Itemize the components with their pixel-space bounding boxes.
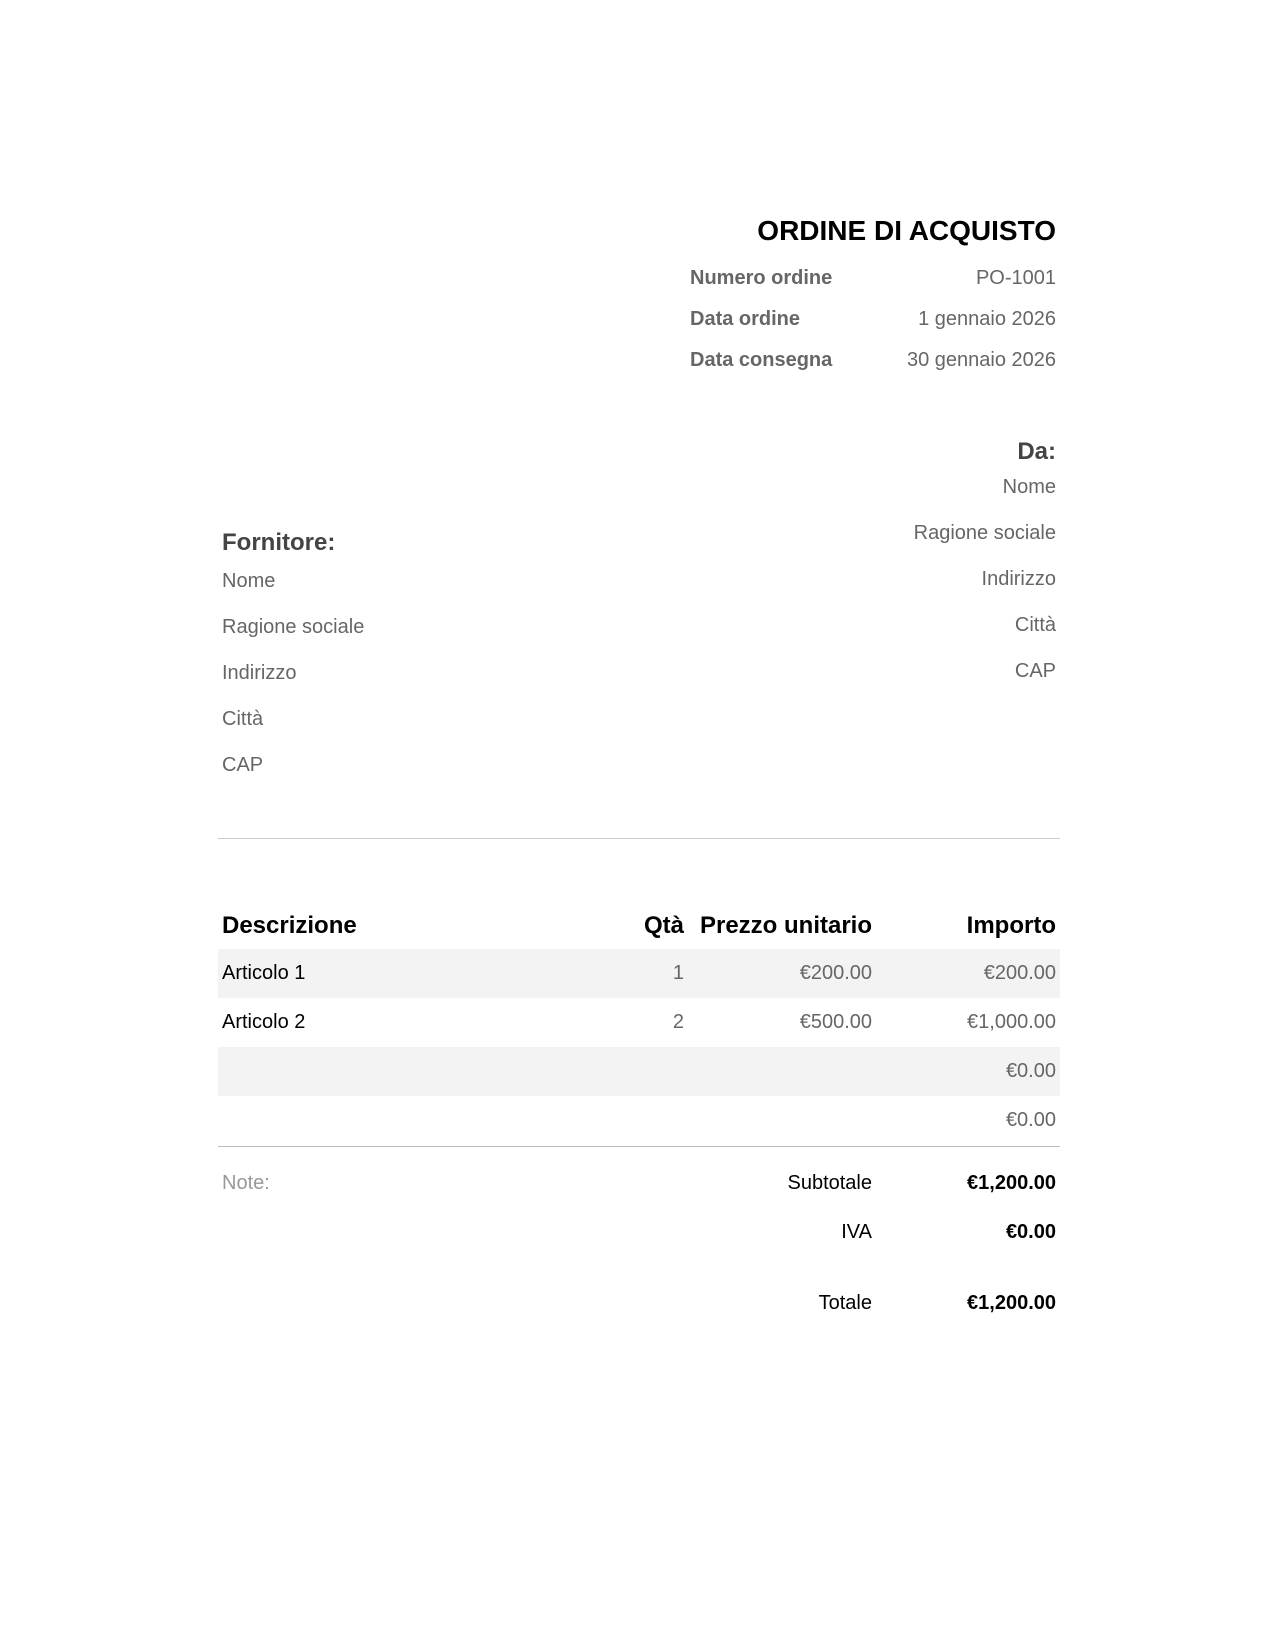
document-title: ORDINE DI ACQUISTO [757,215,1056,246]
subtotal-value: €1,200.00 [967,1172,1056,1194]
header-amount: Importo [966,912,1056,939]
header-unit-price: Prezzo unitario [699,912,872,939]
meta-value: 1 gennaio 2026 [918,308,1056,330]
meta-label: Numero ordine [690,267,833,289]
from-heading: Da: [1017,438,1056,465]
meta-value: PO-1001 [975,267,1056,289]
cell-qty: 1 [672,962,684,984]
cell-unit-price: €500.00 [799,1011,872,1033]
notes-label: Note: [222,1172,270,1194]
from-address: Indirizzo [981,568,1056,590]
table-row [218,998,1060,1047]
cell-description: Articolo 2 [222,1011,306,1033]
order-meta [690,258,1056,381]
supplier-company: Ragione sociale [222,616,365,638]
table-row [218,1096,1060,1145]
tax-row [218,1219,1060,1245]
meta-row-order-number [690,258,1056,299]
table-bottom-rule [218,1146,1060,1147]
cell-description: Articolo 1 [222,962,306,984]
items-table-header [218,903,1060,949]
meta-label: Data ordine [690,308,801,330]
meta-row-delivery-date [690,340,1056,381]
table-row [218,1047,1060,1096]
from-name: Nome [1002,476,1056,498]
header-qty: Qtà [643,912,684,939]
cell-amount: €0.00 [1005,1060,1056,1082]
subtotal-label: Subtotale [787,1172,872,1194]
table-row [218,949,1060,998]
purchase-order-page [218,0,1060,1650]
supplier-city: Città [222,708,264,730]
supplier-address: Indirizzo [222,662,297,684]
section-divider [218,838,1060,839]
cell-qty: 2 [672,1011,684,1033]
meta-value: 30 gennaio 2026 [906,349,1056,371]
total-row [218,1290,1060,1316]
header-description: Descrizione [222,912,357,939]
cell-amount: €200.00 [983,962,1056,984]
supplier-name: Nome [222,570,276,592]
total-label: Totale [818,1292,872,1314]
from-company: Ragione sociale [913,522,1056,544]
total-value: €1,200.00 [967,1292,1056,1314]
tax-value: €0.00 [1005,1221,1056,1243]
subtotal-row [218,1170,1060,1196]
from-city: Città [1014,614,1056,636]
supplier-address-block [222,526,364,800]
from-zip: CAP [1014,660,1056,682]
supplier-zip: CAP [222,754,264,776]
cell-amount: €0.00 [1005,1109,1056,1131]
supplier-heading: Fornitore: [222,529,336,556]
meta-row-order-date [690,299,1056,340]
items-table [218,903,1060,1145]
cell-unit-price: €200.00 [799,962,872,984]
meta-label: Data consegna [690,349,833,371]
from-address-block [914,432,1056,706]
tax-label: IVA [841,1221,872,1243]
cell-amount: €1,000.00 [967,1011,1056,1033]
